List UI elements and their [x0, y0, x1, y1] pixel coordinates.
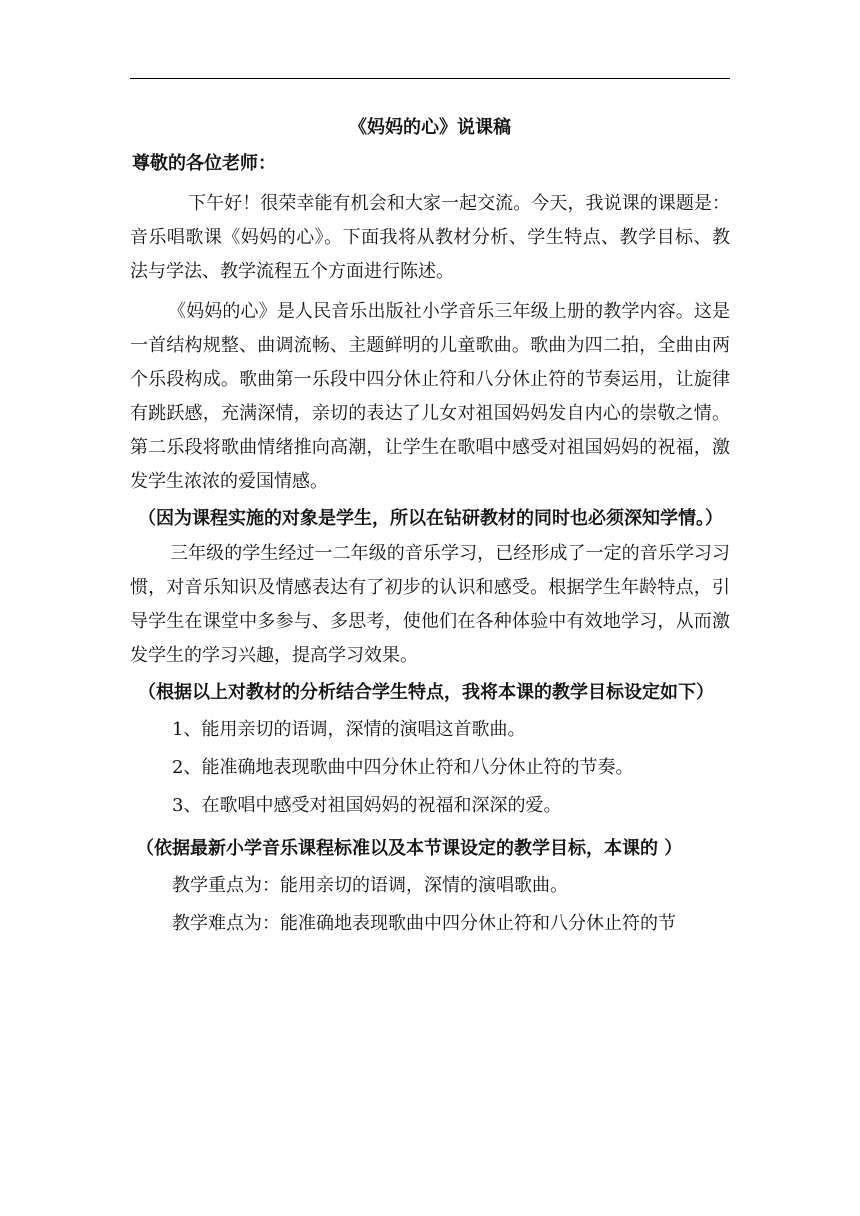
- header-rule: [130, 78, 730, 79]
- salutation: 尊敬的各位老师：: [132, 153, 276, 174]
- student-analysis-paragraph: 三年级的学生经过一二年级的音乐学习，已经形成了一定的音乐学习习惯，对音乐知识及情感表达有了初步的认识和感受。根据学生年龄特点，引导学生在课堂中多参与、多思考，使他们在各种体验中有效地学习，从而激发学生的学习兴趣，提高学习效果。: [130, 543, 730, 666]
- key-point-line: 教学重点为：能用亲切的语调，深情的演唱歌曲。: [172, 875, 568, 896]
- goal-item-3: 3、在歌唱中感受对祖国妈妈的祝福和深深的爱。: [172, 795, 562, 816]
- page-title: 《妈妈的心》说课稿: [349, 117, 511, 138]
- intro-paragraph: 下午好！很荣幸能有机会和大家一起交流。今天，我说课的课题是：音乐唱歌课《妈妈的心》。下面我将从教材分析、学生特点、教学目标、教法与学法、教学流程五个方面进行陈述。: [130, 193, 730, 282]
- difficult-point-line: 教学难点为：能准确地表现歌曲中四分休止符和八分休止符的节: [172, 913, 676, 934]
- transition-students-note: （因为课程实施的对象是学生，所以在钻研教材的同时也必须深知学情。）: [138, 508, 723, 529]
- document-body: [130, 110, 730, 943]
- goal-item-1: 1、能用亲切的语调，深情的演唱这首歌曲。: [172, 719, 526, 740]
- material-analysis-paragraph: 《妈妈的心》是人民音乐出版社小学音乐三年级上册的教学内容。这是一首结构规整、曲调流畅、主题鲜明的儿童歌曲。歌曲为四二拍，全曲由两个乐段构成。歌曲第一乐段中四分休止符和八分休止符的节奏运用，让旋律有跳跃感，充满深情，亲切的表达了儿女对祖国妈妈发自内心的崇敬之情。第二乐段将歌曲情绪推向高潮，让学生在歌唱中感受对祖国妈妈的祝福，激发学生浓浓的爱国情感。: [130, 301, 730, 492]
- transition-key-points-note: （依据最新小学音乐课程标准以及本节课设定的教学目标，本课的 ）: [136, 838, 683, 859]
- goals-list: [130, 711, 730, 825]
- transition-goals-note: （根据以上对教材的分析结合学生特点，我将本课的教学目标设定如下）: [138, 682, 714, 703]
- goal-item-2: 2、能准确地表现歌曲中四分休止符和八分休止符的节奏。: [172, 757, 634, 778]
